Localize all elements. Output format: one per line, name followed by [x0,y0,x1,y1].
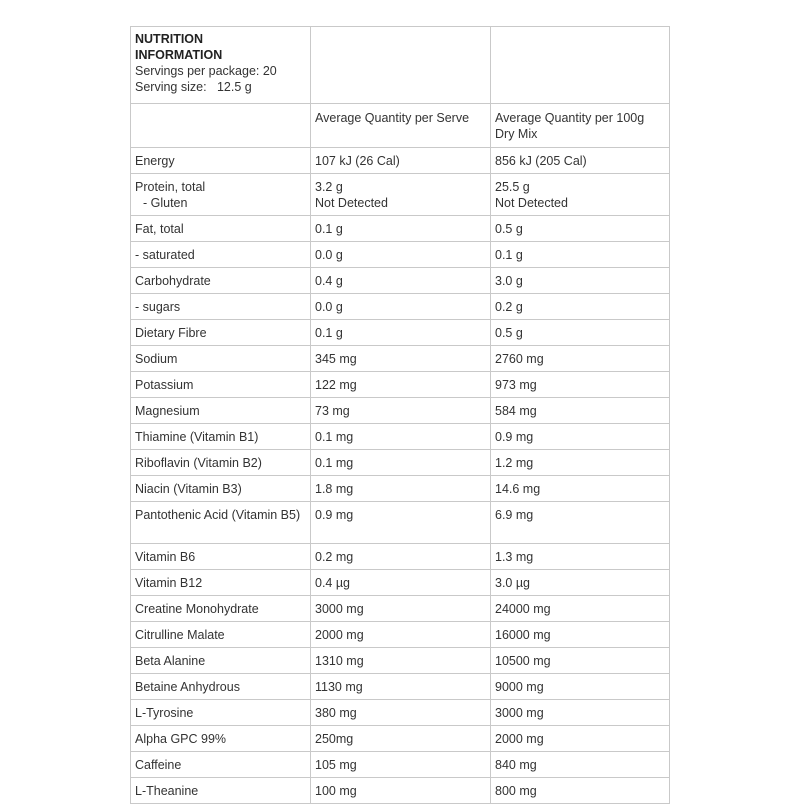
nutrient-name: Dietary Fibre [135,326,207,340]
nutrient-name-cell [131,544,311,570]
nutrient-row [131,570,670,596]
nutrient-per-100g: 800 mg [495,784,537,798]
nutrient-row [131,242,670,268]
nutrient-per-serve-cell [311,622,491,648]
nutrient-name: Vitamin B12 [135,576,203,590]
nutrient-per-100g-cell [491,476,670,502]
nutrient-name: Protein, total [135,180,206,194]
nutrient-name-cell [131,424,311,450]
nutrient-per-serve-cell [311,148,491,174]
serving-size: Serving size: 12.5 g [135,80,252,94]
nutrient-per-100g-cell [491,424,670,450]
nutrient-per-100g-cell [491,450,670,476]
nutrient-per-100g: 3000 mg [495,706,544,720]
nutrient-per-100g: 2760 mg [495,352,544,366]
nutrient-per-100g-cell [491,346,670,372]
nutrient-per-100g: 0.5 g [495,326,523,340]
nutrient-per-100g-sub: Not Detected [495,196,568,210]
nutrient-row [131,450,670,476]
nutrient-per-100g: 16000 mg [495,628,551,642]
nutrient-name-cell [131,476,311,502]
nutrient-row [131,320,670,346]
nutrient-per-100g-cell [491,174,670,216]
column-header-per-serve: Average Quantity per Serve [311,104,491,148]
nutrient-name: Sodium [135,352,178,366]
nutrient-per-100g: 856 kJ (205 Cal) [495,154,587,168]
nutrient-per-100g-cell [491,372,670,398]
nutrient-per-100g-cell [491,502,670,544]
nutrient-per-serve-cell [311,450,491,476]
nutrient-per-100g: 1.3 mg [495,550,534,564]
nutrient-per-serve-cell [311,648,491,674]
nutrient-per-serve-cell [311,174,491,216]
nutrient-per-serve: 0.4 µg [315,576,351,590]
nutrient-per-100g-cell [491,294,670,320]
nutrient-per-100g-cell [491,216,670,242]
nutrient-row [131,674,670,700]
nutrient-per-serve-cell [311,320,491,346]
nutrient-per-serve: 1310 mg [315,654,364,668]
nutrient-per-serve-cell [311,700,491,726]
nutrient-per-serve: 250mg [315,732,354,746]
nutrient-per-100g: 0.5 g [495,222,523,236]
nutrient-per-100g: 840 mg [495,758,537,772]
servings-per-package: Servings per package: 20 [135,64,277,78]
nutrient-per-100g-cell [491,648,670,674]
nutrient-per-serve-cell [311,242,491,268]
nutrient-name: Beta Alanine [135,654,206,668]
nutrient-per-100g: 0.2 g [495,300,523,314]
nutrient-row [131,346,670,372]
nutrient-per-serve: 3000 mg [315,602,364,616]
nutrient-per-100g: 0.9 mg [495,430,534,444]
nutrient-per-serve: 105 mg [315,758,357,772]
nutrient-per-100g: 6.9 mg [495,508,534,522]
nutrient-per-serve: 73 mg [315,404,350,418]
nutrient-per-100g: 584 mg [495,404,537,418]
column-header-row [131,104,670,148]
nutrient-per-serve: 107 kJ (26 Cal) [315,154,400,168]
nutrition-information-table [130,26,670,804]
nutrient-row [131,622,670,648]
nutrient-per-100g-cell [491,596,670,622]
nutrient-name-cell [131,148,311,174]
nutrient-per-100g-cell [491,268,670,294]
nutrient-name: L-Tyrosine [135,706,194,720]
nutrient-name-cell [131,242,311,268]
nutrient-per-serve: 0.0 g [315,248,343,262]
nutrient-per-100g: 3.0 g [495,274,523,288]
nutrient-per-100g: 2000 mg [495,732,544,746]
nutrient-per-serve: 0.1 mg [315,456,354,470]
nutrient-name: Citrulline Malate [135,628,225,642]
nutrient-row [131,502,670,544]
nutrient-name-cell [131,502,311,544]
nutrient-per-serve: 380 mg [315,706,357,720]
column-header-per-100g: Average Quantity per 100g Dry Mix [491,104,670,148]
nutrient-per-100g-cell [491,570,670,596]
nutrient-name: - sugars [135,300,181,314]
nutrient-per-100g: 10500 mg [495,654,551,668]
nutrient-per-serve: 1.8 mg [315,482,354,496]
nutrient-per-100g-cell [491,674,670,700]
nutrient-name-cell [131,268,311,294]
nutrient-row [131,398,670,424]
empty-column-header-cell [131,104,311,148]
nutrient-name: Creatine Monohydrate [135,602,259,616]
nutrient-per-100g: 14.6 mg [495,482,541,496]
nutrient-name: Potassium [135,378,194,392]
nutrient-per-serve-cell [311,268,491,294]
nutrient-per-100g: 9000 mg [495,680,544,694]
panel-header-cell [131,27,311,104]
nutrient-name-cell [131,596,311,622]
nutrient-name: L-Theanine [135,784,199,798]
nutrient-row [131,544,670,570]
panel-header-row [131,27,670,104]
nutrient-name: - saturated [135,248,195,262]
nutrient-per-100g: 973 mg [495,378,537,392]
nutrient-per-100g: 0.1 g [495,248,523,262]
nutrient-per-100g: 25.5 g [495,180,530,194]
nutrient-per-100g: 24000 mg [495,602,551,616]
nutrient-row [131,268,670,294]
nutrient-name-sub: - Gluten [143,196,188,210]
nutrient-row [131,476,670,502]
nutrient-per-serve: 1130 mg [315,680,363,694]
nutrient-per-100g-cell [491,148,670,174]
nutrient-name: Fat, total [135,222,184,236]
nutrient-row [131,752,670,778]
nutrient-name: Riboflavin (Vitamin B2) [135,456,262,470]
empty-header-cell [311,27,491,104]
nutrient-row [131,174,670,216]
nutrient-name-cell [131,294,311,320]
nutrient-per-serve: 122 mg [315,378,357,392]
nutrient-name: Pantothenic Acid (Vitamin B5) [135,508,301,522]
nutrient-per-serve-cell [311,674,491,700]
nutrient-name-cell [131,216,311,242]
nutrient-per-serve-cell [311,372,491,398]
nutrient-row [131,372,670,398]
panel-title: NUTRITION INFORMATION [135,32,223,62]
nutrient-row [131,424,670,450]
nutrient-name-cell [131,674,311,700]
nutrient-name-cell [131,174,311,216]
nutrient-per-100g-cell [491,700,670,726]
nutrient-name-cell [131,372,311,398]
nutrient-name: Caffeine [135,758,182,772]
nutrient-name: Magnesium [135,404,200,418]
nutrient-per-100g-cell [491,544,670,570]
nutrient-name-cell [131,320,311,346]
nutrient-name: Vitamin B6 [135,550,196,564]
nutrient-per-100g-cell [491,752,670,778]
nutrient-per-serve-cell [311,752,491,778]
nutrient-per-serve: 2000 mg [315,628,364,642]
nutrient-row [131,648,670,674]
nutrient-per-serve-cell [311,502,491,544]
nutrient-per-100g-cell [491,398,670,424]
nutrient-per-serve: 0.2 mg [315,550,354,564]
nutrient-row [131,700,670,726]
nutrient-per-100g-cell [491,622,670,648]
nutrient-per-serve-cell [311,726,491,752]
nutrient-rows [131,148,670,804]
nutrient-per-100g-cell [491,726,670,752]
nutrient-name-cell [131,570,311,596]
nutrient-name-cell [131,450,311,476]
nutrient-name: Niacin (Vitamin B3) [135,482,242,496]
nutrient-row [131,596,670,622]
nutrient-per-serve: 0.1 g [315,222,343,236]
nutrient-per-100g: 3.0 µg [495,576,531,590]
nutrient-name-cell [131,346,311,372]
nutrient-name-cell [131,700,311,726]
nutrient-per-100g-cell [491,242,670,268]
nutrient-per-serve: 3.2 g [315,180,343,194]
nutrient-name-cell [131,752,311,778]
nutrient-row [131,148,670,174]
nutrient-row [131,216,670,242]
nutrient-per-serve-cell [311,544,491,570]
nutrient-per-serve-cell [311,596,491,622]
nutrient-row [131,726,670,752]
nutrient-row [131,294,670,320]
nutrient-name-cell [131,398,311,424]
nutrient-per-serve: 0.4 g [315,274,343,288]
nutrient-per-serve-cell [311,398,491,424]
nutrient-name: Carbohydrate [135,274,211,288]
nutrient-per-serve: 0.1 g [315,326,343,340]
nutrient-per-serve-cell [311,216,491,242]
nutrient-per-serve-cell [311,424,491,450]
nutrient-name: Energy [135,154,175,168]
nutrient-name: Alpha GPC 99% [135,732,227,746]
nutrient-per-serve: 100 mg [315,784,357,798]
nutrient-name-cell [131,622,311,648]
nutrient-per-serve-cell [311,346,491,372]
nutrient-per-serve: 0.1 mg [315,430,354,444]
nutrient-per-serve-cell [311,294,491,320]
nutrient-name: Thiamine (Vitamin B1) [135,430,259,444]
nutrient-per-serve-cell [311,476,491,502]
nutrient-name-cell [131,726,311,752]
nutrient-per-serve: 0.0 g [315,300,343,314]
nutrient-name-cell [131,648,311,674]
nutrient-per-100g: 1.2 mg [495,456,534,470]
nutrient-per-100g-cell [491,320,670,346]
nutrient-per-serve-cell [311,570,491,596]
nutrient-per-serve: 345 mg [315,352,357,366]
nutrient-per-serve: 0.9 mg [315,508,354,522]
empty-header-cell [491,27,670,104]
nutrient-per-serve-sub: Not Detected [315,196,388,210]
nutrient-name: Betaine Anhydrous [135,680,240,694]
